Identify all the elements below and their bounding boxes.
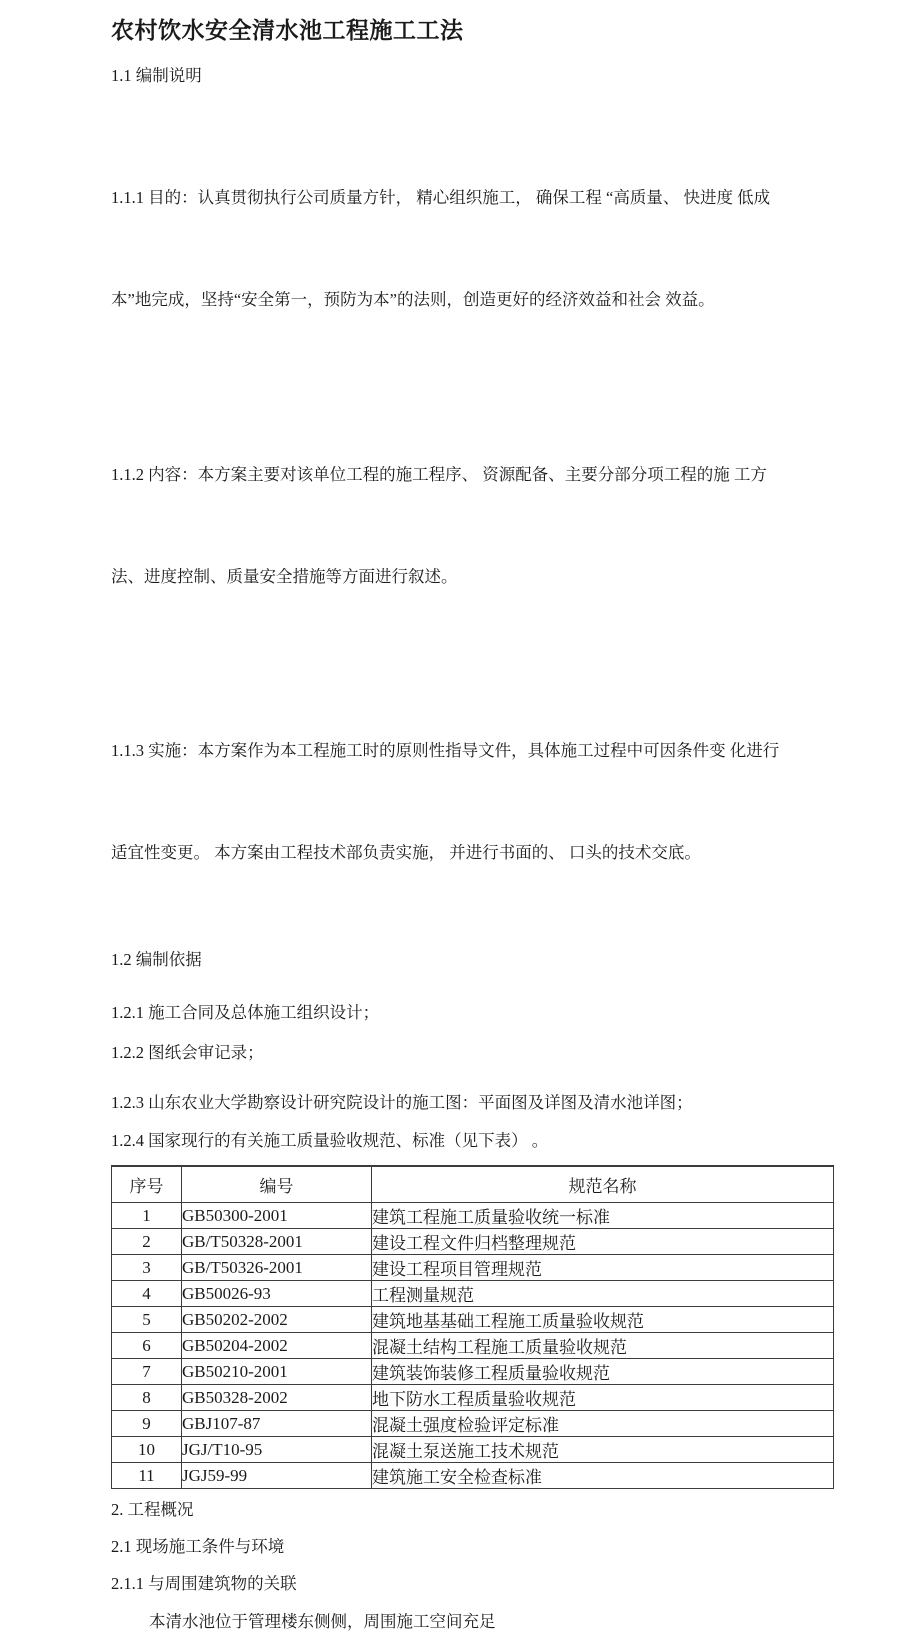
- row-code: GBJ107-87: [182, 1411, 372, 1437]
- row-name: 混凝土结构工程施工质量验收规范: [372, 1333, 834, 1359]
- table-row: [112, 1385, 834, 1411]
- paragraph-1-1-1-line-2: 本”地完成，坚持“安全第一，预防为本”的法则，创造更好的经济效益和社会 效益。: [111, 290, 715, 309]
- row-name: 建筑地基基础工程施工质量验收规范: [372, 1307, 834, 1333]
- table-row: [112, 1307, 834, 1333]
- row-name: 混凝土泵送施工技术规范: [372, 1437, 834, 1463]
- row-name: 建筑工程施工质量验收统一标准: [372, 1203, 834, 1229]
- table-row: [112, 1333, 834, 1359]
- row-code: GB50204-2002: [182, 1333, 372, 1359]
- table-row: [112, 1411, 834, 1437]
- heading-2: 2. 工程概况: [111, 1500, 194, 1519]
- row-code: JGJ/T10-95: [182, 1437, 372, 1463]
- row-code: GB/T50326-2001: [182, 1255, 372, 1281]
- paragraph-1-1-3-line-2: 适宜性变更。 本方案由工程技术部负责实施， 并进行书面的、 口头的技术交底。: [111, 843, 701, 862]
- row-no: 6: [112, 1333, 182, 1359]
- row-no: 7: [112, 1359, 182, 1385]
- row-code: JGJ59-99: [182, 1463, 372, 1489]
- heading-1-1: 1.1 编制说明: [111, 66, 202, 85]
- standards-table: [111, 1165, 834, 1489]
- paragraph-1-2-1: 1.2.1 施工合同及总体施工组织设计；: [111, 1003, 380, 1022]
- row-name: 地下防水工程质量验收规范: [372, 1385, 834, 1411]
- table-row: [112, 1255, 834, 1281]
- document-page: [0, 14, 920, 1631]
- heading-1-2: 1.2 编制依据: [111, 950, 202, 969]
- table-row: [112, 1437, 834, 1463]
- row-code: GB50328-2002: [182, 1385, 372, 1411]
- paragraph-1-2-4: 1.2.4 国家现行的有关施工质量验收规范、标准（见下表） 。: [111, 1131, 549, 1150]
- row-no: 1: [112, 1203, 182, 1229]
- heading-2-1-1: 2.1.1 与周围建筑物的关联: [111, 1574, 297, 1593]
- row-code: GB50202-2002: [182, 1307, 372, 1333]
- row-no: 5: [112, 1307, 182, 1333]
- paragraph-1-2-2: 1.2.2 图纸会审记录；: [111, 1043, 264, 1062]
- paragraph-1-1-2-line-2: 法、进度控制、质量安全措施等方面进行叙述。: [111, 567, 458, 586]
- row-no: 4: [112, 1281, 182, 1307]
- paragraph-1-1-3: [111, 666, 835, 938]
- table-header-code: 编号: [182, 1166, 372, 1203]
- paragraph-2-1-1-body: 本清水池位于管理楼东侧侧，周围施工空间充足: [149, 1612, 496, 1631]
- paragraph-1-1-3-line-1: 1.1.3 实施：本方案作为本工程施工时的原则性指导文件，具体施工过程中可因条件变 化进行: [111, 741, 780, 760]
- paragraph-1-2-3: 1.2.3 山东农业大学勘察设计研究院设计的施工图：平面图及详图及清水池详图；: [111, 1093, 693, 1112]
- table-row: [112, 1281, 834, 1307]
- row-code: GB50300-2001: [182, 1203, 372, 1229]
- row-name: 建设工程文件归档整理规范: [372, 1229, 834, 1255]
- table-header-name: 规范名称: [372, 1166, 834, 1203]
- row-name: 建设工程项目管理规范: [372, 1255, 834, 1281]
- row-no: 11: [112, 1463, 182, 1489]
- row-no: 2: [112, 1229, 182, 1255]
- table-row: [112, 1229, 834, 1255]
- paragraph-1-1-1-line-1: 1.1.1 目的：认真贯彻执行公司质量方针， 精心组织施工， 确保工程 “高质量、 快进度 低成: [111, 188, 771, 207]
- row-code: GB50026-93: [182, 1281, 372, 1307]
- paragraph-1-1-2-line-1: 1.1.2 内容：本方案主要对该单位工程的施工程序、 资源配备、主要分部分项工程的施 工方: [111, 465, 767, 484]
- row-no: 9: [112, 1411, 182, 1437]
- row-name: 工程测量规范: [372, 1281, 834, 1307]
- row-name: 建筑施工安全检查标准: [372, 1463, 834, 1489]
- document-content: [111, 14, 835, 1633]
- row-no: 3: [112, 1255, 182, 1281]
- table-header-no: 序号: [112, 1166, 182, 1203]
- table-header-row: [112, 1166, 834, 1203]
- paragraph-1-1-1: [111, 113, 835, 385]
- heading-2-1: 2.1 现场施工条件与环境: [111, 1537, 285, 1556]
- document-title: 农村饮水安全清水池工程施工工法: [111, 18, 464, 43]
- row-name: 混凝土强度检验评定标准: [372, 1411, 834, 1437]
- row-no: 10: [112, 1437, 182, 1463]
- table-row: [112, 1463, 834, 1489]
- row-no: 8: [112, 1385, 182, 1411]
- row-code: GB/T50328-2001: [182, 1229, 372, 1255]
- row-name: 建筑装饰装修工程质量验收规范: [372, 1359, 834, 1385]
- table-row: [112, 1359, 834, 1385]
- row-code: GB50210-2001: [182, 1359, 372, 1385]
- table-row: [112, 1203, 834, 1229]
- paragraph-1-1-2: [111, 390, 835, 662]
